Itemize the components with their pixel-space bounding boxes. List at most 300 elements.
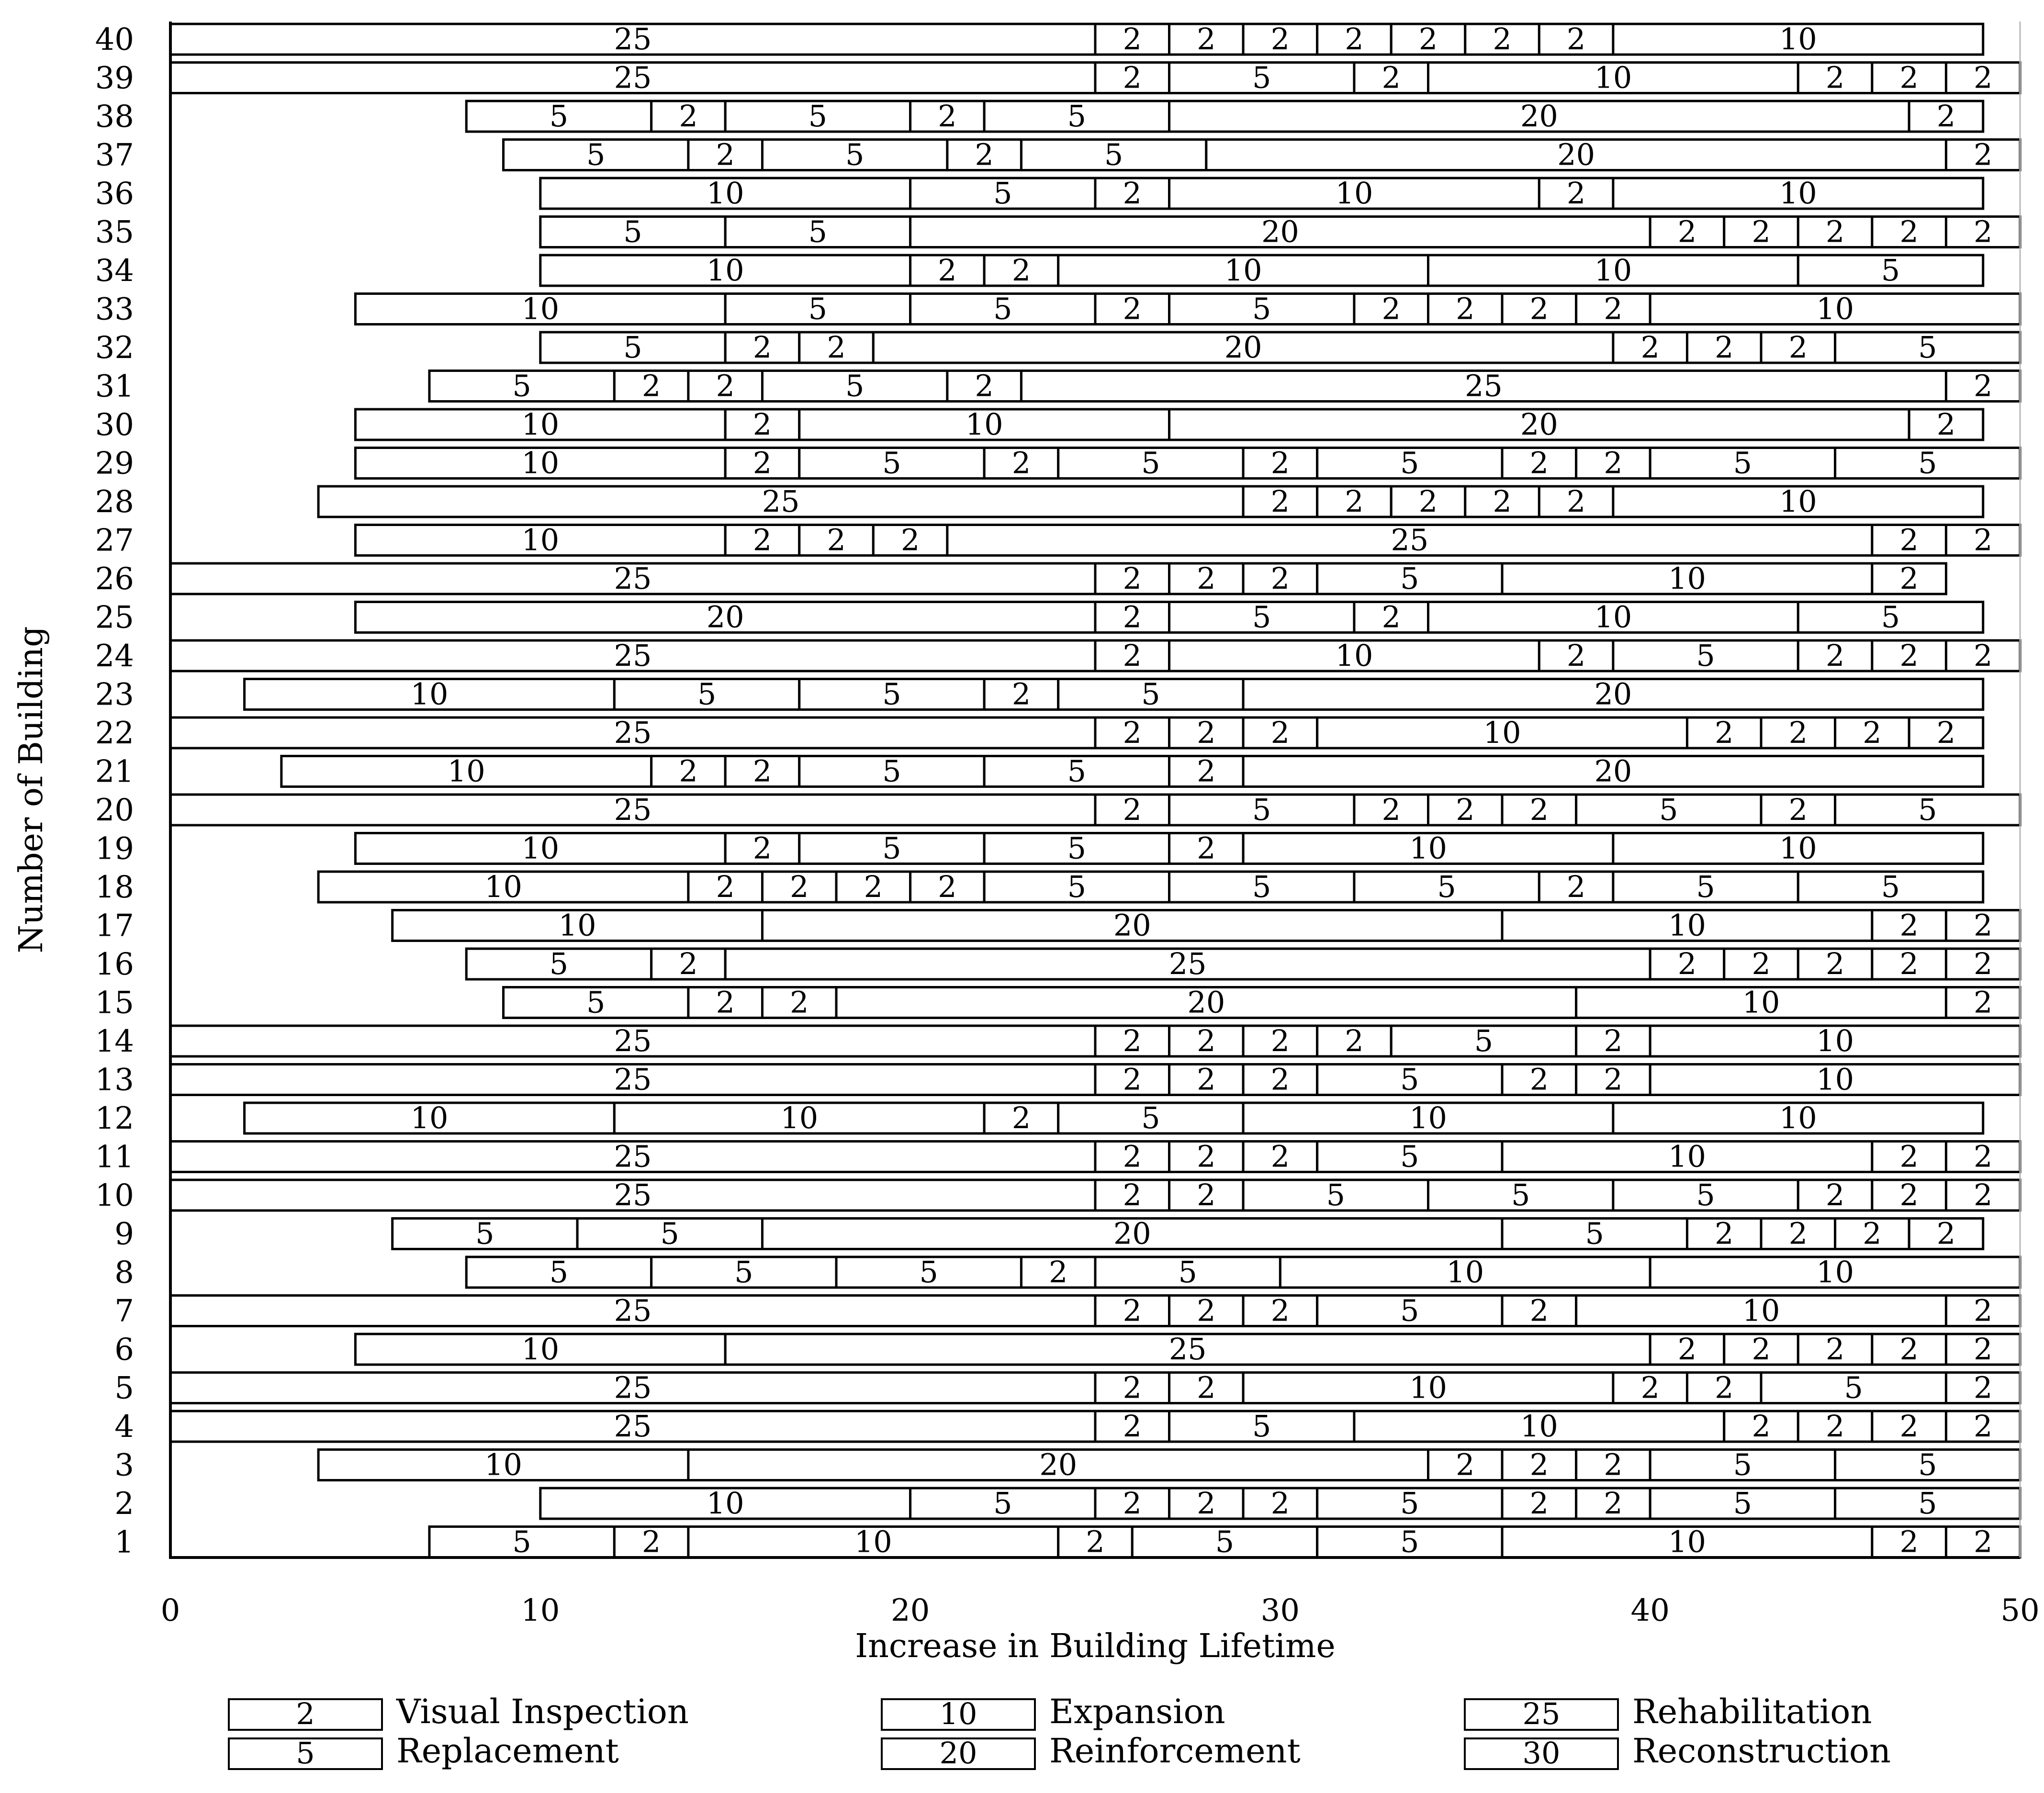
segment-label: 2 bbox=[1123, 1177, 1142, 1212]
segment-group bbox=[762, 137, 947, 172]
segment-label: 2 bbox=[1197, 830, 1216, 866]
x-tick-label: 10 bbox=[521, 1593, 560, 1628]
y-tick-label: 22 bbox=[95, 716, 134, 751]
segment-group bbox=[1687, 715, 1761, 750]
segment-label: 2 bbox=[679, 946, 698, 981]
segment-group bbox=[984, 754, 1169, 789]
segment-label: 2 bbox=[1604, 1062, 1623, 1097]
segment-group bbox=[910, 253, 985, 288]
segment-label: 5 bbox=[919, 1255, 938, 1289]
segment-group bbox=[1095, 1062, 1169, 1097]
segment-group bbox=[1872, 908, 1946, 943]
segment-label: 2 bbox=[1973, 137, 1993, 172]
segment-label: 10 bbox=[1446, 1255, 1484, 1289]
segment-group bbox=[799, 677, 984, 712]
segment-group bbox=[1909, 99, 1983, 134]
segment-group bbox=[245, 677, 615, 712]
segment-label: 2 bbox=[1123, 792, 1142, 827]
segment-label: 20 bbox=[706, 599, 744, 635]
segment-label: 20 bbox=[1224, 330, 1262, 365]
y-tick-label: 27 bbox=[95, 523, 134, 559]
segment-label: 10 bbox=[521, 1332, 560, 1367]
legend-item bbox=[229, 1692, 689, 1731]
segment-group bbox=[1243, 677, 1983, 712]
segment-group bbox=[1243, 1100, 1613, 1135]
segment-group bbox=[1687, 330, 1761, 365]
segment-group bbox=[799, 831, 984, 866]
segment-group bbox=[910, 99, 985, 134]
segment-label: 10 bbox=[447, 753, 485, 789]
segment-group bbox=[1058, 446, 1243, 481]
segment-label: 10 bbox=[1594, 253, 1632, 288]
y-tick-label: 8 bbox=[114, 1255, 134, 1290]
segment-label: 5 bbox=[1659, 792, 1678, 827]
segment-group bbox=[1428, 600, 1798, 635]
segment-label: 2 bbox=[1345, 22, 1364, 56]
segment-group bbox=[614, 677, 799, 712]
y-tick-label: 15 bbox=[95, 985, 134, 1021]
segment-label: 5 bbox=[1141, 445, 1160, 481]
segment-label: 2 bbox=[1899, 1139, 1919, 1174]
segment-label: 2 bbox=[1529, 792, 1549, 827]
segment-label: 2 bbox=[752, 407, 772, 442]
segment-group bbox=[466, 946, 651, 981]
segment-label: 10 bbox=[780, 1100, 819, 1135]
segment-group bbox=[1724, 214, 1798, 249]
segment-group bbox=[1132, 1524, 1317, 1559]
y-tick-label: 21 bbox=[95, 754, 134, 790]
segment-label: 10 bbox=[1779, 22, 1817, 56]
segment-group bbox=[1243, 715, 1317, 750]
segment-label: 5 bbox=[1104, 137, 1123, 172]
segment-label: 10 bbox=[521, 407, 560, 442]
segment-label: 2 bbox=[1899, 1177, 1919, 1212]
segment-group bbox=[614, 369, 688, 403]
segment-group bbox=[1317, 484, 1392, 519]
segment-group bbox=[1169, 831, 1244, 866]
segment-group bbox=[1058, 1524, 1133, 1559]
segment-group bbox=[725, 407, 799, 442]
segment-group bbox=[1539, 638, 1613, 673]
segment-group bbox=[1095, 561, 1169, 596]
segment-group bbox=[540, 176, 910, 211]
segment-group bbox=[1909, 407, 1983, 442]
segment-label: 10 bbox=[1409, 830, 1447, 866]
segment-label: 5 bbox=[1252, 792, 1271, 827]
segment-label: 2 bbox=[1123, 599, 1142, 635]
y-tick-label: 33 bbox=[95, 291, 134, 327]
segment-label: 25 bbox=[614, 561, 652, 596]
segment-label: 20 bbox=[1261, 214, 1299, 249]
y-tick-label: 12 bbox=[95, 1101, 134, 1136]
segment-group bbox=[170, 1177, 1095, 1212]
segment-group bbox=[1317, 715, 1687, 750]
segment-label: 2 bbox=[1123, 1486, 1142, 1521]
segment-group bbox=[836, 869, 910, 904]
segment-group bbox=[318, 869, 688, 904]
segment-label: 2 bbox=[1973, 638, 1993, 673]
y-axis-title: Number of Building bbox=[12, 626, 50, 953]
segment-group bbox=[1169, 1177, 1244, 1212]
segment-group bbox=[947, 137, 1022, 172]
segment-label: 5 bbox=[1844, 1370, 1863, 1405]
segment-label: 10 bbox=[1816, 1062, 1854, 1097]
segment-label: 5 bbox=[1918, 792, 1937, 827]
segment-label: 2 bbox=[1899, 638, 1919, 673]
segment-label: 2 bbox=[1456, 792, 1475, 827]
segment-group bbox=[1428, 1447, 1503, 1482]
segment-label: 10 bbox=[410, 676, 449, 712]
segment-label: 10 bbox=[410, 1100, 449, 1135]
segment-group bbox=[614, 1100, 984, 1135]
segment-group bbox=[688, 869, 763, 904]
segment-group bbox=[1761, 715, 1835, 750]
legend-label: Reconstruction bbox=[1632, 1731, 1891, 1771]
segment-group bbox=[355, 407, 725, 442]
segment-label: 5 bbox=[882, 830, 901, 866]
segment-label: 10 bbox=[1668, 561, 1706, 596]
segment-group bbox=[1872, 946, 1946, 981]
segment-group bbox=[1613, 176, 1983, 211]
segment-label: 2 bbox=[938, 869, 957, 904]
segment-label: 2 bbox=[938, 99, 957, 134]
segment-group bbox=[1798, 1409, 1872, 1444]
segment-group bbox=[1761, 792, 1835, 827]
segment-label: 5 bbox=[1881, 869, 1900, 904]
segment-group bbox=[1428, 253, 1798, 288]
segment-group bbox=[170, 1293, 1095, 1328]
segment-label: 2 bbox=[1899, 946, 1919, 981]
segment-label: 2 bbox=[1123, 1062, 1142, 1097]
segment-group bbox=[1058, 1100, 1243, 1135]
segment-label: 2 bbox=[1270, 1062, 1290, 1097]
y-tick-label: 39 bbox=[95, 60, 134, 96]
segment-label: 10 bbox=[484, 1447, 522, 1482]
segment-label: 5 bbox=[1881, 599, 1900, 635]
segment-group bbox=[1243, 484, 1317, 519]
y-tick-label: 35 bbox=[95, 214, 134, 250]
segment-label: 25 bbox=[762, 484, 800, 519]
legend-label: Expansion bbox=[1049, 1692, 1225, 1731]
segment-group bbox=[1095, 1255, 1280, 1289]
segment-label: 2 bbox=[716, 137, 735, 172]
segment-label: 2 bbox=[1418, 484, 1438, 519]
segment-group bbox=[1354, 291, 1428, 326]
segment-group bbox=[1872, 1524, 1946, 1559]
segment-label: 5 bbox=[475, 1216, 494, 1251]
segment-label: 2 bbox=[1493, 22, 1512, 56]
segment-label: 5 bbox=[1215, 1524, 1235, 1559]
segment-group bbox=[1502, 1486, 1576, 1521]
segment-label: 2 bbox=[1604, 1023, 1623, 1058]
segment-group bbox=[1243, 446, 1317, 481]
segment-group bbox=[688, 137, 763, 172]
segment-group bbox=[1502, 1293, 1576, 1328]
y-tick-label: 36 bbox=[95, 176, 134, 212]
segment-group bbox=[1798, 946, 1872, 981]
segment-group bbox=[1169, 22, 1244, 56]
legend-item bbox=[229, 1731, 619, 1771]
legend-item bbox=[1465, 1731, 1891, 1771]
segment-group bbox=[799, 754, 984, 789]
segment-label: 5 bbox=[1918, 330, 1937, 365]
y-tick-label: 26 bbox=[95, 561, 134, 597]
segment-label: 5 bbox=[623, 214, 642, 249]
segment-group bbox=[762, 985, 836, 1020]
segment-label: 5 bbox=[993, 1486, 1012, 1521]
segment-group bbox=[170, 715, 1095, 750]
y-tick-label: 18 bbox=[95, 870, 134, 905]
segment-group bbox=[1613, 22, 1983, 56]
segment-label: 2 bbox=[1752, 1332, 1771, 1367]
segment-group bbox=[1539, 484, 1613, 519]
segment-group bbox=[355, 831, 725, 866]
segment-group bbox=[1761, 1370, 1946, 1405]
segment-group bbox=[1169, 869, 1354, 904]
segment-label: 10 bbox=[521, 445, 560, 481]
segment-group bbox=[1391, 22, 1465, 56]
segment-group bbox=[1872, 523, 1946, 558]
segment-group bbox=[1650, 1486, 1835, 1521]
legend-swatch-label: 20 bbox=[939, 1736, 977, 1771]
segment-label: 5 bbox=[1400, 1486, 1419, 1521]
segment-group bbox=[1243, 1177, 1428, 1212]
segment-group bbox=[1502, 291, 1576, 326]
y-tick-label: 31 bbox=[95, 369, 134, 404]
segment-label: 5 bbox=[993, 291, 1012, 326]
segment-label: 5 bbox=[808, 214, 828, 249]
y-tick-label: 3 bbox=[114, 1447, 134, 1483]
segment-group bbox=[1169, 1139, 1244, 1174]
y-tick-label: 16 bbox=[95, 947, 134, 982]
segment-group bbox=[1502, 561, 1872, 596]
y-tick-label: 10 bbox=[95, 1178, 134, 1213]
segment-group bbox=[1502, 1447, 1576, 1482]
segment-label: 2 bbox=[1936, 99, 1956, 134]
segment-label: 10 bbox=[521, 291, 560, 326]
segment-group bbox=[1354, 600, 1428, 635]
segment-label: 5 bbox=[882, 445, 901, 481]
segment-label: 25 bbox=[1464, 368, 1503, 403]
segment-label: 10 bbox=[706, 1486, 744, 1521]
segment-group bbox=[1576, 1447, 1651, 1482]
segment-group bbox=[1613, 869, 1798, 904]
segment-label: 5 bbox=[1918, 1447, 1937, 1482]
segment-group bbox=[170, 1370, 1095, 1405]
x-tick-label: 50 bbox=[2000, 1593, 2040, 1628]
segment-label: 2 bbox=[752, 522, 772, 558]
segment-label: 5 bbox=[1252, 599, 1271, 635]
segment-label: 2 bbox=[1381, 599, 1401, 635]
segment-group bbox=[984, 1100, 1058, 1135]
segment-label: 2 bbox=[1197, 1370, 1216, 1405]
segment-label: 5 bbox=[623, 330, 642, 365]
y-tick-label: 34 bbox=[95, 253, 134, 289]
segment-group bbox=[1169, 1486, 1244, 1521]
segment-group bbox=[1835, 1486, 2020, 1521]
segment-group bbox=[1650, 1062, 2020, 1097]
segment-label: 2 bbox=[1566, 484, 1586, 519]
segment-group bbox=[1650, 1023, 2020, 1058]
y-tick-label: 17 bbox=[95, 908, 134, 944]
y-tick-label: 20 bbox=[95, 793, 134, 828]
segment-label: 2 bbox=[1825, 1409, 1845, 1444]
segment-group bbox=[1243, 1139, 1317, 1174]
segment-group bbox=[1317, 22, 1392, 56]
segment-label: 10 bbox=[706, 253, 744, 288]
segment-label: 2 bbox=[1973, 908, 1993, 943]
segment-group bbox=[1909, 715, 1983, 750]
segment-group bbox=[1169, 754, 1244, 789]
segment-group bbox=[1946, 137, 2020, 172]
legend-item bbox=[882, 1692, 1225, 1731]
segment-group bbox=[1243, 1293, 1317, 1328]
legend bbox=[229, 1692, 1891, 1771]
segment-label: 5 bbox=[1696, 1177, 1715, 1212]
segment-group bbox=[910, 214, 1651, 249]
segment-label: 2 bbox=[1752, 946, 1771, 981]
segment-group bbox=[1724, 1409, 1798, 1444]
segment-label: 2 bbox=[1381, 60, 1401, 95]
segment-group bbox=[1502, 446, 1576, 481]
segment-group bbox=[170, 60, 1095, 95]
segment-group bbox=[1428, 291, 1503, 326]
y-tick-label: 40 bbox=[95, 22, 134, 57]
segment-group bbox=[1095, 22, 1169, 56]
segment-label: 2 bbox=[1566, 176, 1586, 211]
segment-label: 2 bbox=[1566, 638, 1586, 673]
segment-group bbox=[1650, 446, 1835, 481]
segment-label: 5 bbox=[1437, 869, 1456, 904]
segment-group bbox=[318, 1447, 688, 1482]
segment-group bbox=[651, 754, 726, 789]
segment-group bbox=[1095, 176, 1169, 211]
segment-group bbox=[1946, 985, 2020, 1020]
segment-label: 2 bbox=[1825, 946, 1845, 981]
segment-label: 2 bbox=[1973, 522, 1993, 558]
segment-group bbox=[355, 446, 725, 481]
segment-group bbox=[393, 908, 763, 943]
segment-label: 10 bbox=[854, 1524, 892, 1559]
segment-label: 2 bbox=[1011, 676, 1031, 712]
segment-label: 2 bbox=[1825, 214, 1845, 249]
segment-group bbox=[1576, 1293, 1946, 1328]
segment-group bbox=[836, 1255, 1021, 1289]
segment-label: 5 bbox=[1400, 561, 1419, 596]
segment-label: 5 bbox=[1400, 1062, 1419, 1097]
segment-group bbox=[1835, 446, 2020, 481]
y-tick-label: 30 bbox=[95, 407, 134, 443]
segment-group bbox=[1724, 946, 1798, 981]
y-tick-label: 29 bbox=[95, 446, 134, 482]
segment-label: 2 bbox=[1899, 1409, 1919, 1444]
segment-label: 10 bbox=[1779, 176, 1817, 211]
y-tick-label: 7 bbox=[114, 1293, 134, 1329]
segment-group bbox=[1058, 253, 1428, 288]
segment-label: 2 bbox=[1270, 445, 1290, 481]
segment-group bbox=[1946, 214, 2020, 249]
segment-label: 2 bbox=[1825, 638, 1845, 673]
segment-label: 2 bbox=[1197, 1062, 1216, 1097]
segment-group bbox=[1613, 1370, 1687, 1405]
y-tick-label: 1 bbox=[114, 1524, 134, 1560]
y-tick-label: 6 bbox=[114, 1332, 134, 1367]
segment-group bbox=[799, 407, 1169, 442]
segment-label: 2 bbox=[1936, 715, 1956, 750]
segment-label: 5 bbox=[1733, 445, 1752, 481]
segment-group bbox=[1687, 1216, 1761, 1251]
segment-label: 2 bbox=[1270, 715, 1290, 750]
segment-group bbox=[1650, 291, 2020, 326]
segment-label: 2 bbox=[1345, 484, 1364, 519]
segment-label: 2 bbox=[1566, 869, 1586, 904]
segment-group bbox=[1835, 715, 1909, 750]
segment-group bbox=[1798, 214, 1872, 249]
segment-label: 2 bbox=[1123, 1409, 1142, 1444]
segment-group bbox=[1798, 60, 1872, 95]
y-tick-label: 11 bbox=[95, 1139, 134, 1175]
legend-swatch-label: 10 bbox=[939, 1696, 977, 1731]
segment-group bbox=[170, 638, 1095, 673]
segment-group bbox=[1613, 484, 1983, 519]
segment-group bbox=[1687, 1370, 1761, 1405]
segment-label: 2 bbox=[1604, 1486, 1623, 1521]
segment-group bbox=[1428, 792, 1503, 827]
segment-group bbox=[688, 1524, 1058, 1559]
segment-group bbox=[910, 1486, 1095, 1521]
segment-group bbox=[725, 99, 910, 134]
segment-group bbox=[799, 446, 984, 481]
segment-label: 2 bbox=[1640, 1370, 1660, 1405]
segment-label: 2 bbox=[1123, 1023, 1142, 1058]
segment-group bbox=[1354, 1409, 1724, 1444]
segment-group bbox=[466, 1255, 651, 1289]
legend-label: Reinforcement bbox=[1049, 1731, 1301, 1771]
segment-label: 25 bbox=[1168, 1332, 1207, 1367]
segment-group bbox=[1946, 638, 2020, 673]
segment-label: 2 bbox=[1973, 60, 1993, 95]
segment-group bbox=[1095, 600, 1169, 635]
segment-group bbox=[1650, 1255, 2020, 1289]
segment-group bbox=[1502, 792, 1576, 827]
segment-group bbox=[1798, 869, 1983, 904]
legend-label: Replacement bbox=[396, 1731, 619, 1771]
segment-group bbox=[1798, 253, 1983, 288]
segment-group bbox=[1095, 1409, 1169, 1444]
segment-group bbox=[577, 1216, 762, 1251]
segment-label: 5 bbox=[549, 99, 569, 134]
legend-label: Visual Inspection bbox=[396, 1692, 689, 1731]
segment-label: 10 bbox=[1520, 1409, 1558, 1444]
segment-group bbox=[1095, 1139, 1169, 1174]
segment-label: 2 bbox=[1936, 1216, 1956, 1251]
y-tick-label: 9 bbox=[114, 1216, 134, 1252]
segment-group bbox=[1169, 1062, 1244, 1097]
segment-label: 2 bbox=[1456, 1447, 1475, 1482]
segment-group bbox=[651, 99, 726, 134]
segment-label: 2 bbox=[1197, 22, 1216, 56]
segment-label: 2 bbox=[1973, 946, 1993, 981]
segment-group bbox=[1428, 60, 1798, 95]
segment-group bbox=[170, 22, 1095, 56]
segment-group bbox=[1576, 1062, 1651, 1097]
x-tick-labels bbox=[161, 1593, 2040, 1628]
segment-label: 5 bbox=[1400, 1139, 1419, 1174]
segment-label: 2 bbox=[1270, 484, 1290, 519]
segment-label: 2 bbox=[1197, 561, 1216, 596]
segment-group bbox=[725, 214, 910, 249]
segment-label: 5 bbox=[586, 137, 606, 172]
